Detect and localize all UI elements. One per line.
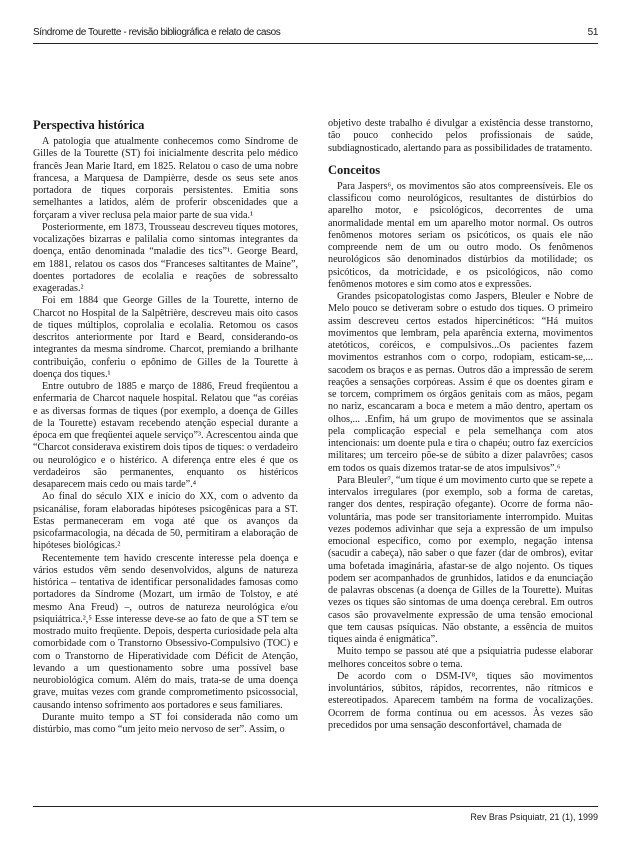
paragraph: Entre outubro de 1885 e março de 1886, Freud freqüentou a enfermaria de Charcot naquele hospital. Relatou que “as coréias e as diversas formas de tiques (por exemplo, a doença de Gilles de la Tourette) estavam recebendo atenção especial durante a época em que freqüentei aquele serviço”³. Acrescentou ainda que “Charcot considerava existirem dois tipos de tiques: o verdadeiro ou neurológico e o histérico. A diferença entre eles é que os verdadeiros são permanentes, enquanto os histéricos desaparecem mais cedo ou mais tarde”.⁴ — [33, 381, 298, 490]
paragraph: Ao final do século XIX e início do XX, com o advento da psicanálise, foram elaboradas hipóteses psicogênicas para a ST. Estas permaneceram em voga até que os avanços da psicofarmacologia, na década de 50, permitiram a elaboração de hipóteses biológicas.² — [33, 491, 298, 552]
running-header — [33, 27, 598, 38]
paragraph-continued: objetivo deste trabalho é divulgar a existência desse transtorno, tão pouco conhecido pelos profissionais de saúde, subdiagnosticado, alertando para as possibilidades de tratamento. — [328, 118, 593, 154]
paragraph: Para Bleuler⁷, “um tique é um movimento curto que se repete a intervalos irregulares (por exemplo, sob a forma de caretas, ranger dos dentes, respiração ofegante). Ocorre de forma não-voluntária, mas pode ser transitoriamente interrompido. Muitas vezes podemos adivinhar que seja a expressão de um impulso emocional específico, como por exemplo, negação intensa (sacudir a cabeça), não saber o que fazer (dar de ombros), evitar uma bofetada imaginária, afastar-se de algo nojento. Os tiques podem ser acompanhados de grunhidos, latidos e da enunciação de palavras obscenas (a doença de Gilles de la Tourette). Muitas vezes os tiques são sintomas de uma doença cerebral. Em outros casos são provavelmente expressão de uma tensão emocional que tem causas psíquicas. Não obstante, a essência de muitos tiques ainda é enigmática”. — [328, 474, 594, 645]
page-number: 51 — [587, 27, 598, 38]
journal-citation: Rev Bras Psiquiatr, 21 (1), 1999 — [470, 812, 598, 822]
paragraph: Durante muito tempo a ST foi considerada não como um distúrbio, mas como “um jeito meio nervoso de ser”. Assim, o — [33, 711, 298, 735]
header-rule — [33, 43, 598, 44]
paragraph: Recentemente tem havido crescente interesse pela doença e vários estudos vêm sendo desenvolvidos, alguns de natureza histórica – tentativa de identificar personalidades famosas como portadores da Síndrome (Mozart, um irmão de Tolstoy, e até mesmo Ana Freud) –, outros de natureza neurológica e/ou psiquiátrica.²,⁵ Esse interesse deve-se ao fato de que a ST tem se mostrado muito freqüente. Depois, desperta curiosidade pela alta comorbidade com o Transtorno Obsessivo-Compulsivo (TOC) e com o Transtorno de Hiperatividade com Déficit de Atenção, levando a um questionamento sobre uma possível base neurobiológica comum. Além do mais, trata-se de uma doença grave, muitas vezes com grande comprometimento psicossocial, causando intenso sofrimento aos portadores e seus familiares. — [33, 552, 298, 711]
paragraph: Grandes psicopatologistas como Jaspers, Bleuler e Nobre de Melo pouco se detiveram sobre o estudo dos tiques. O primeiro assim descreveu certos estados hipercinéticos: “Há muitos movimentos que lembram, pela aparência externa, movimentos atetóticos, coréicos, e compulsivos...Os pacientes fazem movimentos estranhos com o corpo, rodopiam, esticam-se,... sacodem os braços e as pernas. Outros dão a impressão de serem reações a sensações corpóreas. Assim é que os doentes giram e se torcem, comprimem os órgãos genitais com as mãos, pegam no nariz, escancaram a boca e metem a mão dentro, apertam os olhos,... .Enfim, há um grupo de movimentos que se assinala pela complicação especial e pela semelhança com atos intencionais: um doente pula e tira o chapéu; outro faz exercícios militares; um terceiro põe-se de súbito a dizer palavrões; casos em todos os quais dizemos tratar-se de atos impulsivos”.⁶ — [328, 291, 593, 474]
paragraph: De acordo com o DSM-IV⁸, tiques são movimentos involuntários, súbitos, rápidos, recorrentes, não rítmicos e estereotipados. Aparecem também na forma de vocalizações. Ocorrem de forma contínua ou em acessos. Às vezes são precedidos por uma sensação desconfortável, chamada de — [328, 670, 593, 731]
section-heading-concepts: Conceitos — [328, 162, 381, 177]
running-title: Síndrome de Tourette - revisão bibliográfica e relato de casos — [33, 27, 281, 38]
paragraph: Foi em 1884 que George Gilles de la Tourette, interno de Charcot no Hospital de la Salpêtrière, descreveu mais oito casos de tiques múltiplos, coprolalia e ecolalia. Retomou os casos descritos anteriormente por Itard e Beard, considerando-os integrantes da mesma síndrome. Charcot, premiando a brilhante contribuição, conferiu o epônimo de Gilles de la Tourette à doença dos tiques.¹ — [33, 295, 298, 380]
paragraph: Posteriormente, em 1873, Trousseau descreveu tiques motores, vocalizações bizarras e palilalia como sintomas integrantes da doença, então denominada “maladie des tics”¹. George Beard, em 1881, relatou os casos dos “Franceses saltitantes de Maine”, doentes portadores de ecolalia e reações de sobressalto exageradas.² — [33, 221, 298, 294]
paragraph: Muito tempo se passou até que a psiquiatria pudesse elaborar melhores conceitos sobre o tema. — [328, 646, 593, 670]
paragraph: A patologia que atualmente conhecemos como Síndrome de Gilles de la Tourette (ST) foi inicialmente descrita pelo médico francês Jean Marie Itard, em 1825. Relatou o caso de uma nobre francesa, a Marquesa de Dampièrre, desde os seus sete anos portadora de tiques corporais persistentes. Emitia sons semelhantes a latidos, além de proferir obscenidades que a forçaram a viver reclusa pela maior parte de sua vida.¹ — [33, 136, 298, 221]
left-column — [33, 118, 298, 736]
section-heading-historical: Perspectiva histórica — [33, 118, 145, 132]
right-column — [328, 118, 593, 732]
paragraph: Para Jaspers⁶, os movimentos são atos compreensíveis. Ele os classificou como neurológicos, resultantes de distúrbios do aparelho motor, e psicológicos, decorrentes de uma anormalidade mental em um aparelho motor normal. Os outros fenômenos motores seriam os psicóticos, os quais ele não compreende nem de um ou outro modo. Os fenômenos neurológicos são denominados distúrbios da motilidade; os psicóticos, da motricidade, e os psicológicos, não como fenômenos motores e sim como atos e expressões. — [328, 180, 593, 290]
footer-rule — [33, 806, 598, 807]
